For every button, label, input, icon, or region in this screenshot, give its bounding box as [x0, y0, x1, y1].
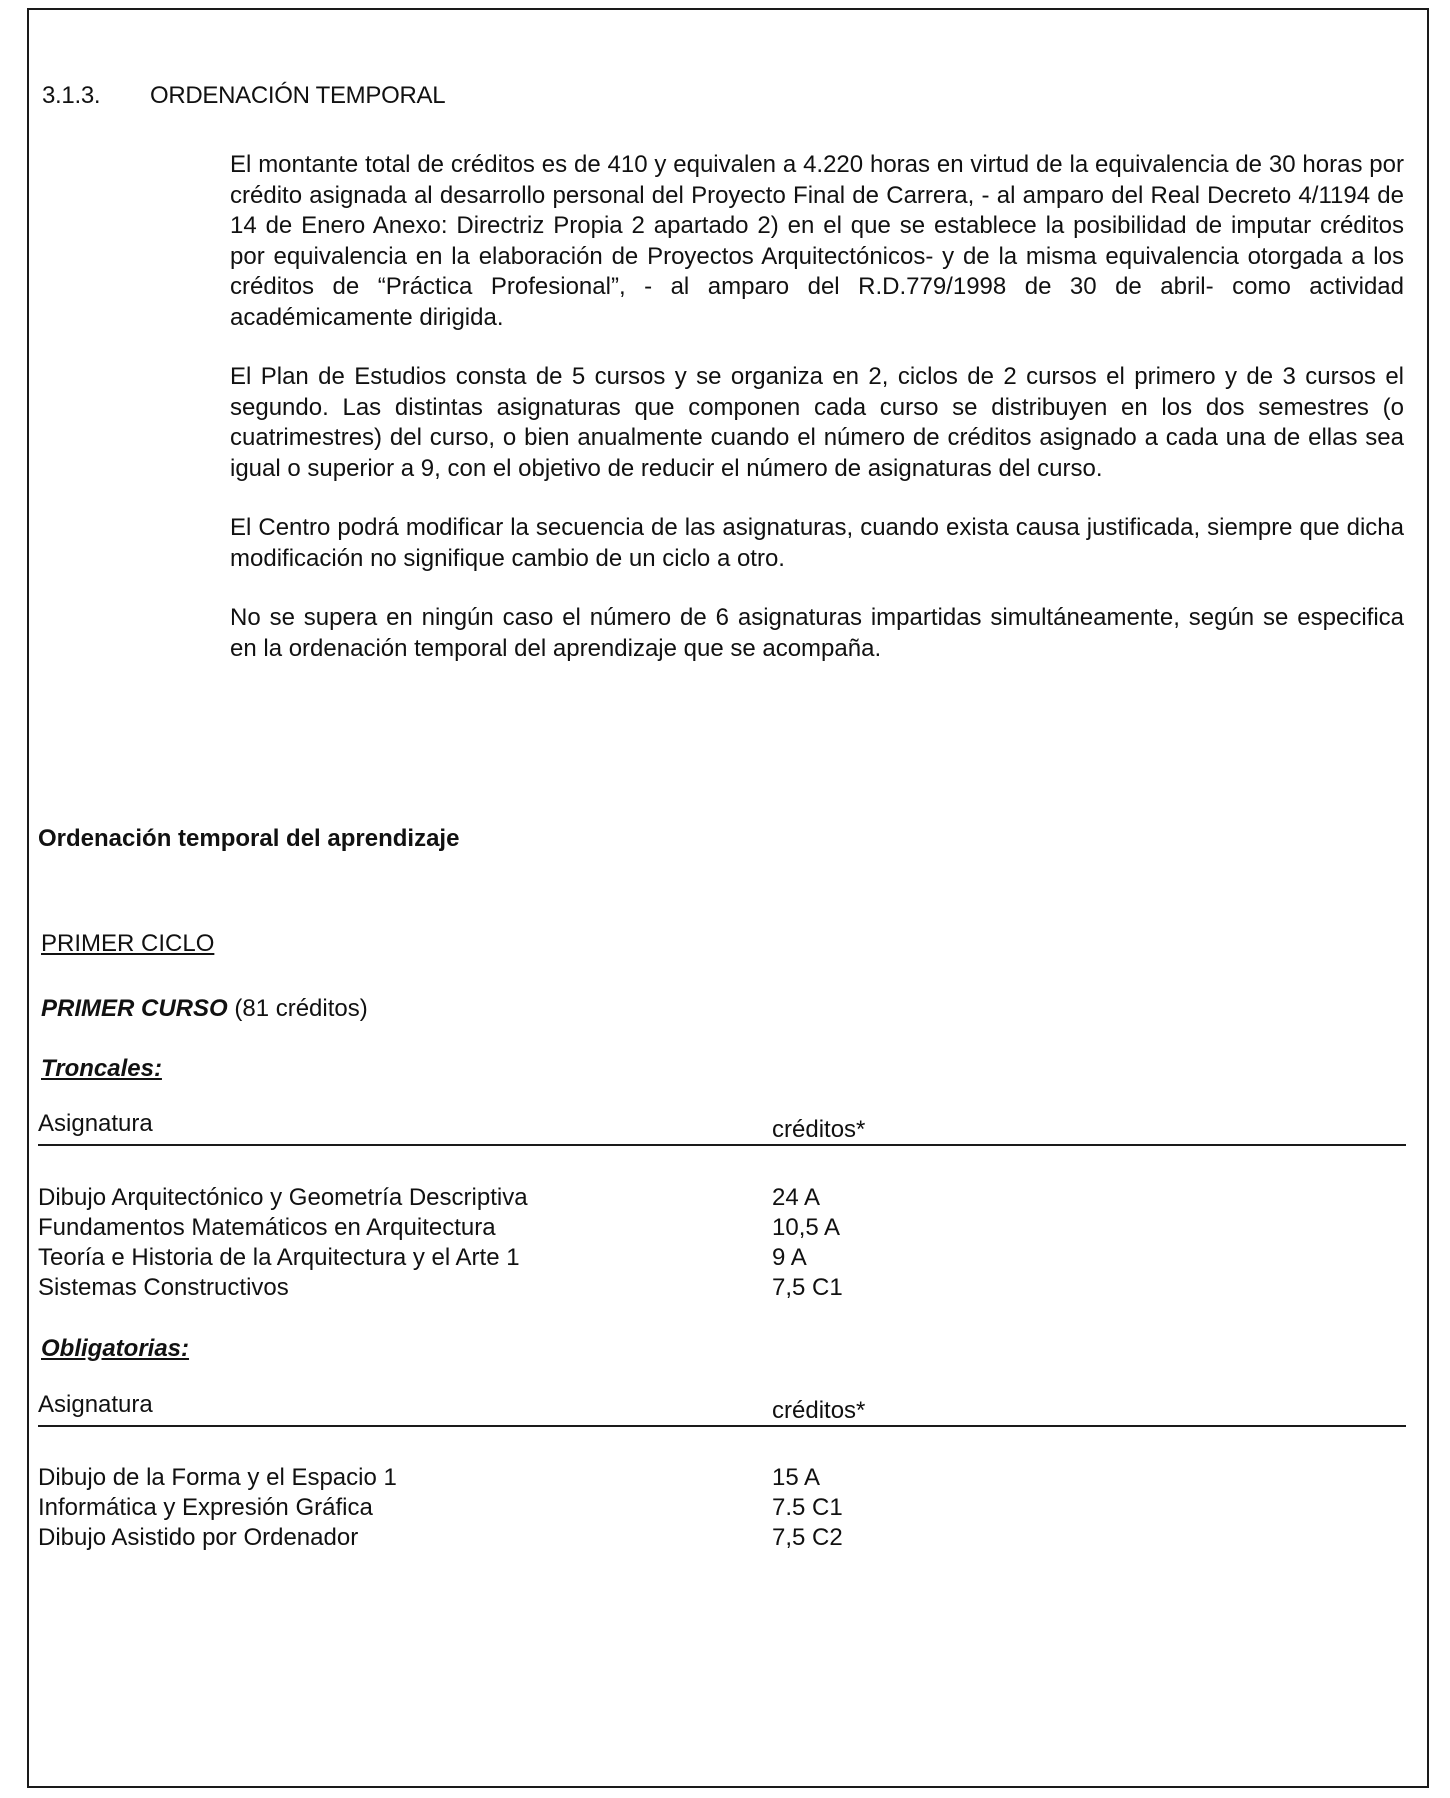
subject-name: Teoría e Historia de la Arquitectura y el Arte 1 — [38, 1244, 520, 1271]
course-title — [41, 995, 368, 1023]
subject-credits: 7,5 C1 — [772, 1274, 843, 1301]
table-row — [38, 1493, 1038, 1523]
column-header-subject: Asignatura — [38, 1110, 153, 1137]
subject-credits: 9 A — [772, 1244, 807, 1271]
paragraph: El Plan de Estudios consta de 5 cursos y se organiza en 2, ciclos de 2 cursos el primero y de 3 cursos el segundo. Las distintas asignaturas que componen cada curso se distribuyen en los dos semestres (o cuatrimestres) del curso, o bien anualmente cuando el número de créditos asignado a cada una de ellas sea igual o superior a 9, con el objetivo de reducir el número de asignaturas del curso. — [230, 363, 1404, 482]
subheading: Ordenación temporal del aprendizaje — [38, 825, 460, 852]
table-row — [38, 1463, 1038, 1493]
course-credits: (81 créditos) — [234, 995, 368, 1022]
table-row — [38, 1183, 1038, 1213]
subject-credits: 15 A — [772, 1464, 821, 1491]
group-label-troncales: Troncales: — [41, 1055, 162, 1082]
subject-name: Sistemas Constructivos — [38, 1274, 289, 1301]
paragraph: El montante total de créditos es de 410 y equivalen a 4.220 horas en virtud de la equivalencia de 30 horas por crédito asignada al desarrollo personal del Proyecto Final de Carrera, - al amparo del Real Decreto 4/1194 de 14 de Enero Anexo: Directriz Propia 2 apartado 2) en el que se establece la posibilidad de imputar créditos por equivalencia en la elaboración de Proyectos Arquitectónicos- y de la misma equivalencia otorgada a los créditos de “Práctica Profesional”, - al amparo del R.D.779/1998 de 30 de abril- como actividad académicamente dirigida. — [230, 151, 1404, 331]
subject-name: Fundamentos Matemáticos en Arquitectura — [38, 1214, 496, 1241]
group-label-obligatorias: Obligatorias: — [41, 1335, 190, 1362]
table-row — [38, 1523, 1038, 1553]
subject-name: Dibujo de la Forma y el Espacio 1 — [38, 1464, 397, 1491]
subject-name: Dibujo Arquitectónico y Geometría Descriptiva — [38, 1184, 528, 1211]
column-header-credits: créditos* — [772, 1116, 866, 1143]
table-row — [38, 1273, 1038, 1303]
subject-name: Dibujo Asistido por Ordenador — [38, 1524, 359, 1551]
paragraph: El Centro podrá modificar la secuencia de las asignaturas, cuando exista causa justificada, siempre que dicha modificación no signifique cambio de un ciclo a otro. — [230, 514, 1404, 572]
section-number: 3.1.3. — [42, 82, 101, 109]
subject-credits: 24 A — [772, 1184, 821, 1211]
subject-credits: 7.5 C1 — [772, 1494, 843, 1521]
body-text — [230, 150, 1404, 693]
section-title: ORDENACIÓN TEMPORAL — [150, 82, 446, 109]
subject-name: Informática y Expresión Gráfica — [38, 1494, 373, 1521]
table-header — [38, 1108, 1406, 1146]
column-header-subject: Asignatura — [38, 1391, 153, 1418]
cycle-title: PRIMER CICLO — [41, 930, 215, 957]
subject-credits: 7,5 C2 — [772, 1524, 843, 1551]
subject-list-obligatorias — [38, 1463, 1038, 1553]
subject-list-troncales — [38, 1183, 1038, 1303]
course-name: PRIMER CURSO — [41, 995, 228, 1022]
table-header — [38, 1389, 1406, 1427]
column-header-credits: créditos* — [772, 1397, 866, 1424]
subject-credits: 10,5 A — [772, 1214, 841, 1241]
table-row — [38, 1243, 1038, 1273]
section-heading — [42, 82, 445, 110]
paragraph: No se supera en ningún caso el número de 6 asignaturas impartidas simultáneamente, según se especifica en la ordenación temporal del aprendizaje que se acompaña. — [230, 604, 1404, 662]
table-row — [38, 1213, 1038, 1243]
